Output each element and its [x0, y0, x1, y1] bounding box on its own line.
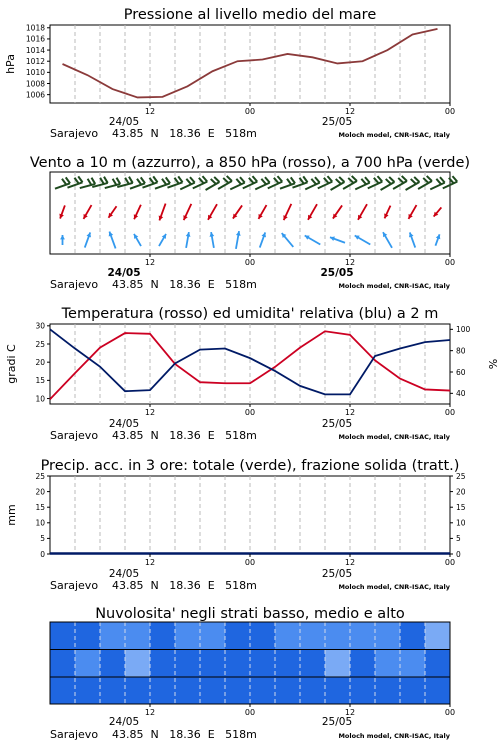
- cloud-cell: [325, 677, 351, 704]
- y-tick-label: 60: [456, 367, 466, 377]
- cloud-cell: [50, 677, 76, 704]
- temp-rh-date-label-1: 24/05: [108, 418, 140, 430]
- x-tick-label: 00: [444, 708, 456, 717]
- pressure-location: Sarajevo 43.85 N 18.36 E 518m: [50, 127, 257, 140]
- cloud-cell: [75, 622, 101, 650]
- precip-date-label-1: 24/05: [108, 568, 140, 580]
- clouds-x-ticks: [145, 704, 455, 717]
- clouds-location: Sarajevo 43.85 N 18.36 E 518m: [50, 728, 257, 741]
- y-tick-label: 25: [456, 471, 466, 481]
- pressure-panel: [4, 7, 455, 140]
- cloud-cell: [250, 677, 276, 704]
- cloud-cell: [275, 677, 301, 704]
- y-tick-label: 10: [35, 518, 45, 528]
- cloud-cell: [350, 650, 376, 678]
- pressure-y-label: hPa: [4, 54, 17, 74]
- temp-rh-credit: Moloch model, CNR-ISAC, Italy: [338, 433, 450, 441]
- x-tick-label: 00: [444, 408, 456, 417]
- cloud-cell: [200, 650, 226, 678]
- cloud-cell: [300, 677, 326, 704]
- cloud-cell: [75, 677, 101, 704]
- y-tick-label: 40: [456, 389, 466, 399]
- y-tick-label: 20: [456, 487, 466, 497]
- precip-date-label-2: 25/05: [321, 568, 353, 580]
- cloud-cell: [325, 622, 351, 650]
- pressure-x-ticks: [145, 103, 455, 116]
- cloud-cell: [175, 622, 201, 650]
- cloud-cell: [400, 677, 426, 704]
- cloud-cell: [375, 622, 401, 650]
- x-tick-label: 12: [344, 258, 356, 267]
- x-tick-label: 00: [244, 408, 256, 417]
- humidity-y-ticks: [450, 325, 471, 398]
- pressure-date-label-2: 25/05: [321, 116, 353, 128]
- x-tick-label: 12: [344, 107, 356, 116]
- precip-location: Sarajevo 43.85 N 18.36 E 518m: [50, 579, 257, 592]
- cloud-cell: [100, 677, 126, 704]
- cloud-cell: [75, 650, 101, 678]
- y-tick-label: 30: [35, 321, 45, 331]
- cloud-cell: [50, 650, 76, 678]
- y-tick-label: 5: [40, 534, 45, 544]
- x-tick-label: 00: [444, 258, 456, 267]
- cloud-cell: [350, 622, 376, 650]
- y-tick-label: 10: [456, 518, 466, 528]
- y-tick-label: 1006: [25, 90, 45, 100]
- pressure-title: Pressione al livello medio del mare: [123, 7, 377, 23]
- cloud-cell: [400, 622, 426, 650]
- y-tick-label: 1010: [25, 68, 45, 78]
- cloud-cell: [400, 650, 426, 678]
- clouds-heatmap-cells: [50, 622, 451, 704]
- cloud-cell: [125, 650, 151, 678]
- x-tick-label: 12: [344, 558, 356, 567]
- pressure-credit: Moloch model, CNR-ISAC, Italy: [338, 131, 450, 139]
- y-tick-label: 1014: [25, 45, 45, 55]
- x-tick-label: 12: [144, 558, 156, 567]
- y-tick-label: 15: [35, 503, 45, 512]
- cloud-cell: [300, 650, 326, 678]
- cloud-cell: [300, 622, 326, 650]
- cloud-cell: [325, 650, 351, 678]
- cloud-cell: [275, 622, 301, 650]
- y-tick-label: 5: [456, 534, 461, 544]
- y-tick-label: 20: [35, 357, 45, 367]
- cloud-cell: [425, 650, 451, 678]
- cloud-cell: [125, 622, 151, 650]
- cloud-cell: [150, 622, 176, 650]
- x-tick-label: 12: [144, 408, 156, 417]
- cloud-cell: [425, 622, 451, 650]
- x-tick-label: 12: [144, 107, 156, 116]
- x-tick-label: 12: [344, 708, 356, 717]
- y-tick-label: 15: [35, 376, 45, 386]
- precip-y-label: mm: [5, 504, 18, 526]
- wind-x-ticks: [145, 254, 455, 267]
- temp-rh-panel: [5, 306, 499, 442]
- y-tick-label: 1016: [25, 34, 45, 44]
- y-tick-label: 0: [456, 549, 461, 559]
- cloud-cell: [225, 622, 251, 650]
- clouds-panel: [50, 606, 455, 741]
- pressure-date-label-1: 24/05: [108, 116, 140, 128]
- cloud-cell: [175, 677, 201, 704]
- x-tick-label: 12: [144, 708, 156, 717]
- wind-panel: [30, 155, 470, 291]
- cloud-cell: [50, 622, 76, 650]
- cloud-cell: [150, 650, 176, 678]
- x-tick-label: 00: [244, 258, 256, 267]
- clouds-credit: Moloch model, CNR-ISAC, Italy: [338, 732, 450, 740]
- precip-title: Precip. acc. in 3 ore: totale (verde), frazione solida (tratt.): [40, 458, 460, 474]
- temp-rh-date-label-2: 25/05: [321, 418, 353, 430]
- precip-x-ticks: [145, 554, 455, 567]
- cloud-cell: [250, 622, 276, 650]
- cloud-cell: [225, 650, 251, 678]
- cloud-cell: [100, 650, 126, 678]
- x-tick-label: 12: [344, 408, 356, 417]
- wind-date-label-2: 25/05: [320, 267, 354, 279]
- pressure-y-ticks: [26, 24, 50, 100]
- wind-barb-feather: [452, 176, 457, 181]
- y-tick-label: 25: [35, 471, 45, 481]
- wind-date-label-1: 24/05: [107, 267, 141, 279]
- temp-y-label: gradi C: [5, 344, 18, 384]
- y-tick-label: 80: [456, 346, 466, 356]
- x-tick-label: 00: [444, 107, 456, 116]
- precip-y-ticks-right: [450, 472, 466, 559]
- cloud-cell: [200, 622, 226, 650]
- precip-panel: [5, 458, 466, 592]
- clouds-title: Nuvolosita' negli strati basso, medio e alto: [95, 606, 405, 622]
- x-tick-label: 00: [244, 558, 256, 567]
- x-tick-label: 12: [144, 258, 156, 267]
- y-tick-label: 100: [456, 325, 471, 335]
- temp-rh-title: Temperatura (rosso) ed umidita' relativa (blu) a 2 m: [61, 306, 439, 322]
- temp-rh-x-ticks: [145, 404, 455, 417]
- y-tick-label: 1018: [25, 23, 45, 33]
- y-tick-label: 20: [35, 487, 45, 497]
- cloud-cell: [200, 677, 226, 704]
- precip-credit: Moloch model, CNR-ISAC, Italy: [338, 583, 450, 591]
- temp-y-ticks: [35, 322, 50, 404]
- cloud-cell: [275, 650, 301, 678]
- y-tick-label: 1012: [25, 57, 45, 67]
- temp-rh-location: Sarajevo 43.85 N 18.36 E 518m: [50, 429, 257, 442]
- y-tick-label: 0: [40, 549, 45, 559]
- wind-location: Sarajevo 43.85 N 18.36 E 518m: [50, 278, 257, 291]
- cloud-cell: [425, 677, 451, 704]
- y-tick-label: 1008: [25, 79, 45, 89]
- x-tick-label: 00: [444, 558, 456, 567]
- cloud-cell: [375, 677, 401, 704]
- cloud-cell: [250, 650, 276, 678]
- cloud-cell: [100, 622, 126, 650]
- y-tick-label: 15: [456, 503, 466, 512]
- cloud-cell: [225, 677, 251, 704]
- cloud-cell: [125, 677, 151, 704]
- cloud-cell: [150, 677, 176, 704]
- x-tick-label: 00: [244, 107, 256, 116]
- temp-rh-plot-frame: [50, 324, 450, 404]
- humidity-y-label: %: [486, 358, 499, 370]
- x-tick-label: 00: [244, 708, 256, 717]
- cloud-cell: [175, 650, 201, 678]
- y-tick-label: 10: [35, 394, 45, 404]
- clouds-date-label-1: 24/05: [108, 716, 140, 728]
- precip-y-ticks-left: [35, 472, 50, 559]
- wind-credit: Moloch model, CNR-ISAC, Italy: [338, 282, 450, 290]
- wind-title: Vento a 10 m (azzurro), a 850 hPa (rosso), a 700 hPa (verde): [29, 155, 471, 171]
- y-tick-label: 25: [35, 339, 45, 349]
- cloud-cell: [375, 650, 401, 678]
- clouds-date-label-2: 25/05: [321, 716, 353, 728]
- cloud-cell: [350, 677, 376, 704]
